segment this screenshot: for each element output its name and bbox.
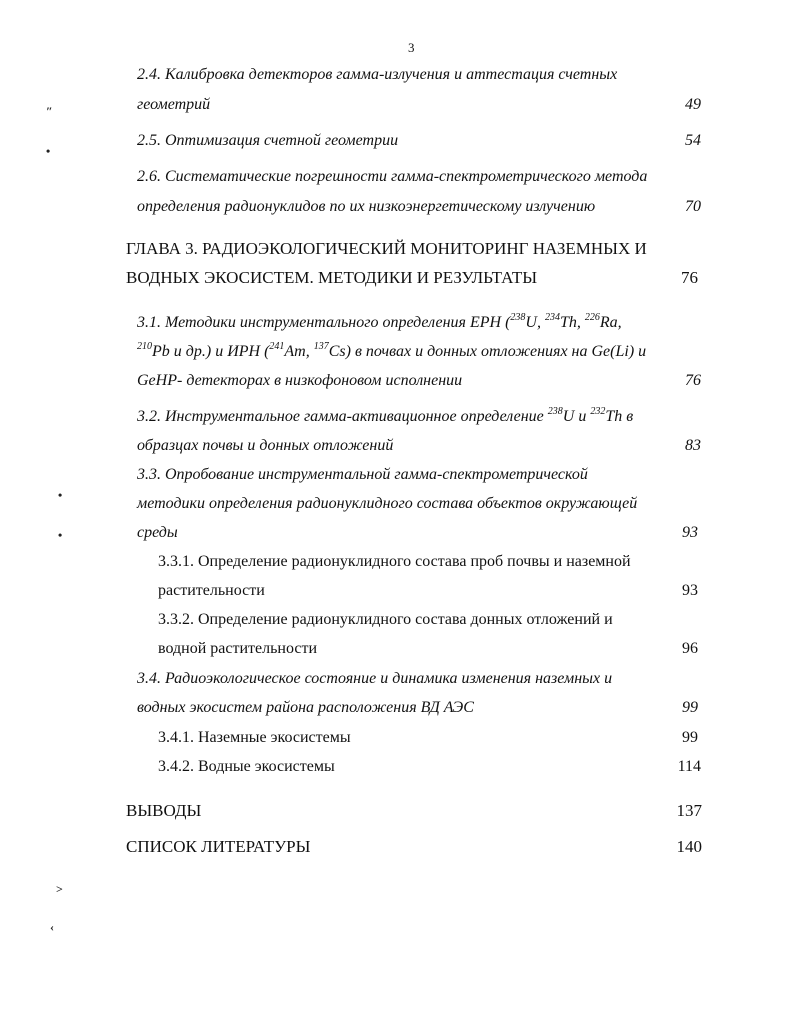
superscript: 137 — [313, 341, 329, 352]
text-run: Th, — [559, 314, 585, 331]
toc-entry-3-3-page[interactable]: 93 — [682, 524, 698, 541]
text-run: Th в — [605, 408, 634, 425]
superscript: 234 — [544, 312, 560, 323]
toc-entry-3-2-line2[interactable]: образцах почвы и донных отложений — [137, 437, 394, 454]
toc-entry-3-1-line2[interactable] — [137, 343, 646, 361]
toc-entry-3-4-1-page[interactable]: 99 — [682, 729, 698, 746]
toc-entry-2-6-page[interactable]: 70 — [685, 198, 701, 215]
toc-chapter-3-page[interactable]: 76 — [681, 268, 698, 287]
toc-chapter-3-line1[interactable]: ГЛАВА 3. РАДИОЭКОЛОГИЧЕСКИЙ МОНИТОРИНГ НАЗЕМНЫХ И — [126, 239, 647, 258]
toc-entry-3-3-line1[interactable]: 3.3. Опробование инструментальной гамма-спектрометрической — [137, 466, 588, 483]
text-run: Cs) в почвах и донных отложениях на Ge(Li) и — [328, 343, 647, 360]
toc-entry-3-3-line3[interactable]: среды — [137, 524, 178, 541]
scan-mark: ″ — [46, 104, 53, 118]
toc-entry-3-4-2-page[interactable]: 114 — [677, 758, 701, 775]
toc-entry-2-6-line2[interactable]: определения радионуклидов по их низкоэнергетическому излучению — [137, 198, 596, 215]
toc-entry-3-4-1-line1[interactable]: 3.4.1. Наземные экосистемы — [158, 729, 351, 746]
toc-entry-2-4-line1[interactable]: 2.4. Калибровка детекторов гамма-излучения и аттестация счетных — [137, 66, 618, 83]
toc-entry-3-4-2-line1[interactable]: 3.4.2. Водные экосистемы — [158, 758, 335, 775]
toc-entry-3-3-2-line2[interactable]: водной растительности — [158, 640, 317, 657]
toc-entry-2-5-line1[interactable]: 2.5. Оптимизация счетной геометрии — [137, 132, 399, 149]
text-run: 3.1. Методики инструментального определения ЕРН ( — [137, 314, 511, 331]
scan-mark: • — [46, 144, 51, 158]
text-run: U и — [562, 408, 591, 425]
toc-entry-3-4-line2[interactable]: водных экосистем района расположения ВД АЭС — [137, 699, 474, 716]
text-run: 3.2. Инструментальное гамма-активационное определение — [137, 408, 548, 425]
text-run: U, — [525, 314, 545, 331]
toc-references-page[interactable]: 140 — [676, 837, 702, 856]
toc-entry-2-6-line1[interactable]: 2.6. Систематические погрешности гамма-спектрометрического метода — [137, 168, 648, 185]
toc-entry-3-3-2-page[interactable]: 96 — [682, 640, 698, 657]
scan-mark: • — [58, 488, 63, 502]
superscript: 210 — [137, 341, 152, 352]
scan-mark: • — [58, 528, 63, 542]
text-run: Am, — [284, 343, 314, 360]
toc-entry-3-1-page[interactable]: 76 — [685, 372, 701, 389]
toc-conclusions-page[interactable]: 137 — [676, 801, 702, 820]
toc-entry-3-4-page[interactable]: 99 — [682, 699, 698, 716]
toc-entry-3-3-1-page[interactable]: 93 — [682, 582, 698, 599]
toc-entry-3-1-line1[interactable] — [137, 314, 622, 332]
toc-entry-3-2-line1[interactable] — [137, 408, 633, 426]
superscript: 241 — [269, 341, 285, 352]
text-run: Ra, — [599, 314, 622, 331]
toc-entry-3-3-1-line2[interactable]: растительности — [158, 582, 265, 599]
toc-entry-3-1-line3[interactable]: GeHP- детекторах в низкофоновом исполнении — [137, 372, 463, 389]
superscript: 238 — [510, 312, 526, 323]
page-number: 3 — [408, 40, 415, 55]
toc-entry-3-3-line2[interactable]: методики определения радионуклидного состава объектов окружающей — [137, 495, 638, 512]
scan-mark: ‹ — [50, 920, 54, 934]
scan-mark: ˃ — [56, 882, 63, 896]
toc-references[interactable]: СПИСОК ЛИТЕРАТУРЫ — [126, 837, 311, 856]
toc-chapter-3-line2[interactable]: ВОДНЫХ ЭКОСИСТЕМ. МЕТОДИКИ И РЕЗУЛЬТАТЫ — [126, 268, 538, 287]
toc-entry-3-3-2-line1[interactable]: 3.3.2. Определение радионуклидного состава донных отложений и — [158, 611, 613, 628]
superscript: 238 — [547, 406, 563, 417]
superscript: 226 — [584, 312, 600, 323]
toc-entry-2-4-page[interactable]: 49 — [685, 96, 701, 113]
toc-entry-3-2-page[interactable]: 83 — [685, 437, 701, 454]
superscript: 232 — [590, 406, 606, 417]
toc-entry-2-4-line2[interactable]: геометрий — [137, 96, 211, 113]
toc-entry-3-4-line1[interactable]: 3.4. Радиоэкологическое состояние и динамика изменения наземных и — [137, 670, 613, 687]
toc-conclusions[interactable]: ВЫВОДЫ — [126, 801, 202, 820]
toc-entry-2-5-page[interactable]: 54 — [685, 132, 701, 149]
text-run: Pb и др.) и ИРН ( — [152, 343, 270, 360]
toc-entry-3-3-1-line1[interactable]: 3.3.1. Определение радионуклидного состава проб почвы и наземной — [158, 553, 631, 570]
